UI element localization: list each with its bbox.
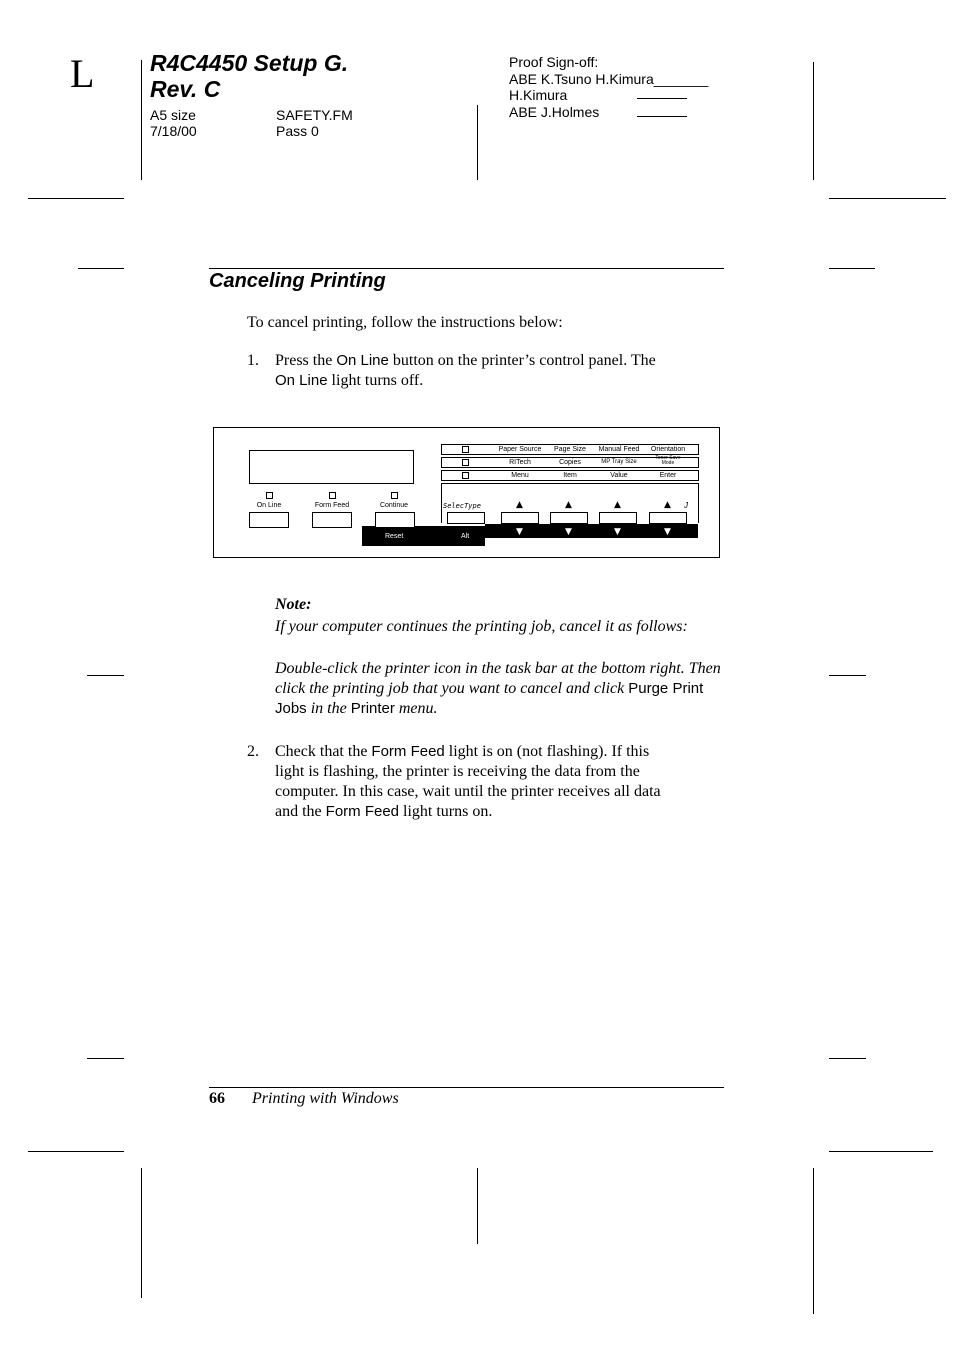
- ui-term: Purge Print: [628, 680, 704, 697]
- value-button[interactable]: [599, 512, 637, 524]
- manual-feed-label: Manual Feed: [598, 446, 640, 453]
- ui-term: On Line: [336, 352, 389, 369]
- toner-save-mode-label: Toner Save Mode: [655, 455, 681, 466]
- chapter-title: Printing with Windows: [252, 1090, 399, 1107]
- crop-mark: [87, 1058, 124, 1059]
- ritech-label: RITech: [509, 459, 531, 466]
- crop-mark: [813, 1168, 814, 1314]
- ui-term: Jobs: [275, 700, 307, 717]
- signature-blank: [637, 88, 687, 99]
- crop-mark: [477, 1168, 478, 1244]
- enter-label: Enter: [659, 472, 677, 479]
- step-number: 2.: [247, 743, 259, 760]
- step-number: 1.: [247, 352, 259, 369]
- ui-term: Form Feed: [325, 803, 400, 820]
- alt-label: Alt: [461, 533, 470, 540]
- item-label: Item: [563, 472, 577, 479]
- crop-mark: [829, 268, 875, 269]
- revision-date: 7/18/00: [150, 123, 197, 139]
- proof-signoff-line: ABE K.Tsuno H.Kimura_______: [509, 71, 709, 87]
- orientation-label: Orientation: [650, 446, 686, 453]
- lcd-display: [249, 450, 414, 484]
- on-line-label: On Line: [256, 502, 282, 509]
- item-button[interactable]: [550, 512, 588, 524]
- crop-mark: [28, 198, 124, 199]
- corner-mark: L: [70, 51, 95, 96]
- form-feed-light: [329, 492, 336, 499]
- enter-button[interactable]: [649, 512, 687, 524]
- paper-size: A5 size: [150, 107, 196, 123]
- crop-mark: [141, 1168, 142, 1298]
- enter-return-icon: J: [684, 501, 688, 510]
- ui-term: On Line: [275, 372, 328, 389]
- crop-mark: [829, 1058, 866, 1059]
- down-arrow-icon: ▼: [565, 527, 572, 537]
- selectype-logo: SelecType: [443, 502, 481, 510]
- crop-mark: [813, 62, 814, 180]
- continue-button[interactable]: [375, 512, 415, 528]
- selectype-button[interactable]: [447, 512, 485, 524]
- crop-mark: [141, 60, 142, 180]
- reset-label: Reset: [385, 533, 404, 540]
- crop-mark: [477, 105, 478, 180]
- pass-number: Pass 0: [276, 123, 319, 139]
- menu-row-1-light: [462, 446, 469, 453]
- continue-label: Continue: [379, 502, 409, 509]
- form-feed-button[interactable]: [312, 512, 352, 528]
- menu-row-3-light: [462, 472, 469, 479]
- crop-mark: [78, 268, 124, 269]
- paper-source-label: Paper Source: [498, 446, 542, 453]
- crop-mark: [28, 1151, 124, 1152]
- intro-text: To cancel printing, follow the instructions below:: [247, 314, 563, 331]
- copies-label: Copies: [559, 459, 581, 466]
- down-arrow-icon: ▼: [614, 527, 621, 537]
- value-label: Value: [610, 472, 628, 479]
- menu-label: Menu: [511, 472, 529, 479]
- on-line-light: [266, 492, 273, 499]
- section-title: Canceling Printing: [209, 270, 386, 292]
- continue-light: [391, 492, 398, 499]
- up-arrow-icon: ▲: [614, 500, 621, 510]
- menu-row-2-light: [462, 459, 469, 466]
- crop-mark: [829, 675, 866, 676]
- note-line: If your computer continues the printing job, cancel it as follows:: [275, 618, 688, 635]
- up-arrow-icon: ▲: [664, 500, 671, 510]
- footer-rule: [209, 1087, 724, 1088]
- down-arrow-icon: ▼: [516, 527, 523, 537]
- note-label: Note:: [275, 596, 312, 613]
- crop-mark: [829, 1151, 933, 1152]
- proof-signoff-title: Proof Sign-off:: [509, 54, 599, 70]
- printer-control-panel: [213, 427, 720, 558]
- proof-signoff-line: ABE J.Holmes: [509, 104, 600, 120]
- mp-tray-size-label: MP Tray Size: [601, 459, 637, 465]
- up-arrow-icon: ▲: [516, 500, 523, 510]
- page-number: 66: [209, 1090, 225, 1107]
- crop-mark: [829, 198, 946, 199]
- ui-term: Form Feed: [371, 743, 445, 760]
- down-arrow-icon: ▼: [664, 527, 671, 537]
- note-paragraph: Double-click the printer icon in the task bar at the bottom right. Then click the printing job that you want to cancel and click Purge Print Jobs in the Printer menu.: [275, 660, 721, 717]
- ui-term: Printer: [350, 700, 395, 717]
- section-rule: [209, 268, 724, 269]
- crop-mark: [87, 675, 124, 676]
- proof-signoff-line: H.Kimura: [509, 87, 568, 103]
- form-feed-label: Form Feed: [314, 502, 350, 509]
- menu-button[interactable]: [501, 512, 539, 524]
- file-name: SAFETY.FM: [276, 107, 353, 123]
- step-1-text: Press the On Line button on the printer’s control panel. The On Line light turns off.: [275, 352, 656, 389]
- step-2-text: Check that the Form Feed light is on (not flashing). If this light is flashing, the printer is receiving the data from the computer. In this case, wait until the printer receives all data and the Form Feed light turns on.: [275, 743, 661, 820]
- signature-blank: [637, 106, 687, 117]
- on-line-button[interactable]: [249, 512, 289, 528]
- up-arrow-icon: ▲: [565, 500, 572, 510]
- document-title: R4C4450 Setup G. Rev. C: [150, 50, 349, 102]
- page-size-label: Page Size: [554, 446, 586, 453]
